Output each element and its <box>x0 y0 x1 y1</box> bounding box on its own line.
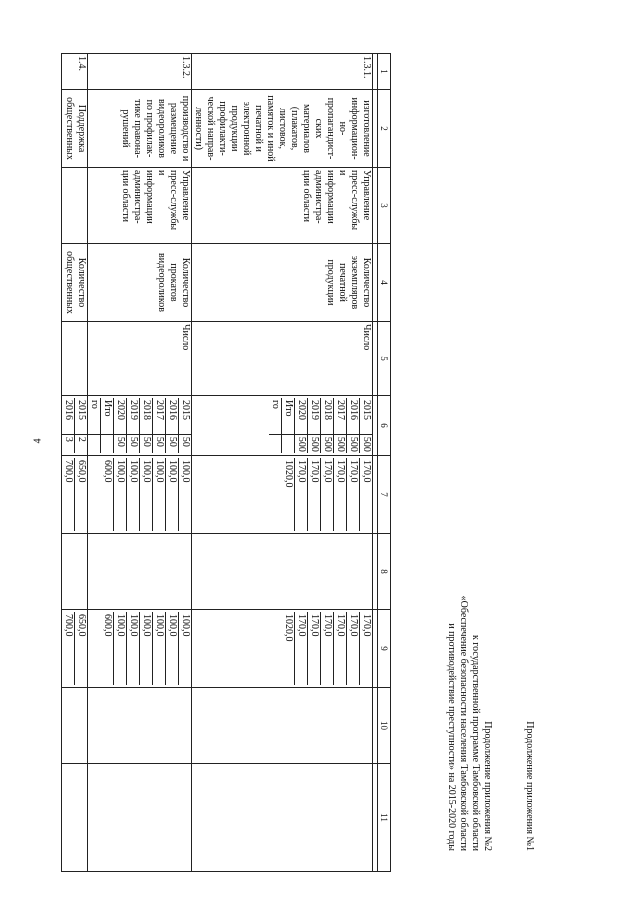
value-row <box>321 458 334 531</box>
indicator-value: 50 <box>140 434 153 453</box>
unit <box>62 322 88 396</box>
year: 2016 <box>62 398 75 434</box>
measure-name: производство и размещение видеороликов по профилак- тике правона- рушений <box>88 90 192 168</box>
indicator-value: 50 <box>153 434 166 453</box>
indicator-value: 50 <box>166 434 179 453</box>
divider-cell <box>373 90 378 168</box>
value-row <box>179 612 192 685</box>
executor <box>62 168 88 244</box>
value-row <box>166 612 179 685</box>
funding-value: 170,0 <box>295 458 308 531</box>
year-row <box>334 398 347 453</box>
divider-cell <box>373 396 378 456</box>
funding-value: 1020,0 <box>283 460 294 488</box>
indicator-name: Количество экземпляров печатной продукции <box>192 244 373 322</box>
local-budget-cell <box>192 688 373 764</box>
funding-value: 170,0 <box>347 612 360 685</box>
year: го <box>88 398 101 434</box>
table-row <box>192 54 373 872</box>
indicator-value <box>101 434 114 453</box>
row-number: 1.4. <box>62 54 88 90</box>
regional-budget-values <box>282 612 372 685</box>
value-row <box>127 458 140 531</box>
indicator-value <box>282 434 295 453</box>
divider-cell <box>373 54 378 90</box>
funding-value: 700,0 <box>63 614 74 637</box>
indicator-value: 500 <box>295 434 308 453</box>
year-row <box>179 398 192 453</box>
row-number: 1.3.1. <box>192 54 373 90</box>
value-row <box>347 612 360 685</box>
column-number: 9 <box>378 610 391 688</box>
funding-value: 100,0 <box>166 612 179 685</box>
funding-value: 100,0 <box>153 458 166 531</box>
year: 2015 <box>75 398 88 434</box>
divider-cell <box>373 322 378 396</box>
value-row <box>153 458 166 531</box>
indicator-value: 50 <box>127 434 140 453</box>
value-row <box>114 612 127 685</box>
column-number: 7 <box>378 456 391 534</box>
column-number: 8 <box>378 534 391 610</box>
indicator-value: 3 <box>63 436 74 442</box>
funding-value: 170,0 <box>360 458 373 531</box>
year: 2018 <box>321 398 334 434</box>
year-row <box>88 398 101 453</box>
column-number: 2 <box>378 90 391 168</box>
year-row <box>114 398 127 453</box>
indicator-value: 500 <box>321 434 334 453</box>
regional-budget-values <box>62 612 87 685</box>
indicator-value <box>269 434 282 453</box>
value-row <box>101 612 114 685</box>
value-row <box>62 612 75 685</box>
indicator-value <box>88 434 101 453</box>
funding-value: 100,0 <box>166 458 179 531</box>
funding-value: 1020,0 <box>283 614 294 642</box>
column-number-row <box>378 54 391 872</box>
regional-budget-cell <box>62 610 88 688</box>
year: 2017 <box>153 398 166 434</box>
unit: Число <box>88 322 192 396</box>
page-number: 4 <box>32 438 44 444</box>
value-row <box>308 458 321 531</box>
funding-value: 100,0 <box>179 612 192 685</box>
value-row <box>101 458 114 531</box>
value-row <box>282 458 295 531</box>
year: 2015 <box>360 398 373 434</box>
indicator-name: Количество общественных <box>62 244 88 322</box>
year: 2020 <box>295 398 308 434</box>
year: го <box>269 398 282 434</box>
value-row <box>166 458 179 531</box>
divider-cell <box>373 534 378 610</box>
value-row <box>334 612 347 685</box>
value-row <box>308 612 321 685</box>
regional-budget-values <box>101 612 191 685</box>
local-budget-cell <box>88 688 192 764</box>
column-number: 11 <box>378 764 391 872</box>
year-row <box>127 398 140 453</box>
appendix-subtitle-1: к государственной программе Тамбовской области <box>470 634 481 851</box>
measure-name: изготовление информацион- но- пропагандист- ских материалов (плакатов, листовок, памяток и иной печатной и электронной продукции профилакти- ческой направ- ленности) <box>192 90 373 168</box>
indicator-value: 50 <box>114 434 127 453</box>
year: 2018 <box>140 398 153 434</box>
year: 2015 <box>179 398 192 434</box>
year-row <box>347 398 360 453</box>
appendix-subtitle-3: и противодействие преступности» на 2015-2020 годы <box>446 623 457 851</box>
column-number: 10 <box>378 688 391 764</box>
column-number: 6 <box>378 396 391 456</box>
funding-value: 600,0 <box>102 614 113 637</box>
year-row <box>308 398 321 453</box>
table-row <box>88 54 192 872</box>
year-row <box>140 398 153 453</box>
value-row <box>321 612 334 685</box>
year-row <box>360 398 373 453</box>
funding-total-values <box>62 458 87 531</box>
year: Ито <box>282 398 295 434</box>
funding-total-cell <box>88 456 192 534</box>
year-row <box>101 398 114 453</box>
rotated-document <box>63 53 535 851</box>
indicator-value: 500 <box>360 434 373 453</box>
value-row <box>153 612 166 685</box>
funding-value: 170,0 <box>295 612 308 685</box>
divider-cell <box>373 456 378 534</box>
funding-total-values <box>282 458 372 531</box>
funding-value: 100,0 <box>140 612 153 685</box>
funding-value: 700,0 <box>63 460 74 483</box>
year: 2019 <box>127 398 140 434</box>
value-row <box>347 458 360 531</box>
extra-budget-cell <box>192 764 373 872</box>
divider-cell <box>373 168 378 244</box>
year-row <box>282 398 295 453</box>
year-row <box>153 398 166 453</box>
indicator-name: Количество прокатов видеороликов <box>88 244 192 322</box>
continuation-note: Продолжение приложения №1 <box>524 721 535 851</box>
extra-budget-cell <box>62 764 88 872</box>
divider-cell <box>373 610 378 688</box>
indicator-value: 500 <box>308 434 321 453</box>
value-row <box>282 612 295 685</box>
funding-value: 170,0 <box>334 612 347 685</box>
federal-budget-cell <box>192 534 373 610</box>
indicator-value: 2 <box>75 434 88 453</box>
funding-value: 100,0 <box>127 458 140 531</box>
funding-total-values <box>101 458 191 531</box>
value-row <box>75 458 88 531</box>
year-row <box>269 398 282 453</box>
funding-value: 650,0 <box>75 612 88 685</box>
year-values-cell <box>88 396 192 456</box>
value-row <box>295 612 308 685</box>
value-row <box>295 458 308 531</box>
funding-value: 100,0 <box>179 458 192 531</box>
divider-cell <box>373 764 378 872</box>
federal-budget-cell <box>88 534 192 610</box>
measure-name: Поддержка общественных <box>62 90 88 168</box>
funding-value: 100,0 <box>140 458 153 531</box>
federal-budget-cell <box>62 534 88 610</box>
value-row <box>179 458 192 531</box>
funding-value: 100,0 <box>153 612 166 685</box>
column-number: 1 <box>378 54 391 90</box>
value-row <box>127 612 140 685</box>
value-row <box>140 612 153 685</box>
funding-value: 170,0 <box>360 612 373 685</box>
funding-value: 100,0 <box>114 458 127 531</box>
year: 2016 <box>347 398 360 434</box>
regional-budget-cell <box>88 610 192 688</box>
indicator-value: 500 <box>334 434 347 453</box>
year-values-cell <box>192 396 373 456</box>
year: 2017 <box>334 398 347 434</box>
value-row <box>140 458 153 531</box>
funding-value: 170,0 <box>308 612 321 685</box>
executor: Управление пресс-службы и информации администра- ции области <box>192 168 373 244</box>
column-number: 5 <box>378 322 391 396</box>
year-row <box>295 398 308 453</box>
year-row <box>166 398 179 453</box>
local-budget-cell <box>62 688 88 764</box>
year-row <box>75 398 88 453</box>
column-number: 4 <box>378 244 391 322</box>
value-row <box>62 458 75 531</box>
year-values-table <box>62 398 87 453</box>
indicator-value: 500 <box>347 434 360 453</box>
year-row <box>321 398 334 453</box>
appendix-title: Продолжение приложения №2 <box>482 721 493 851</box>
header-divider-row <box>373 54 378 872</box>
funding-value: 170,0 <box>321 612 334 685</box>
funding-value: 170,0 <box>321 458 334 531</box>
year-row <box>62 398 75 453</box>
funding-value: 170,0 <box>308 458 321 531</box>
funding-value: 650,0 <box>75 458 88 531</box>
extra-budget-cell <box>88 764 192 872</box>
year: 2020 <box>114 398 127 434</box>
year: 2016 <box>166 398 179 434</box>
value-row <box>334 458 347 531</box>
row-number: 1.3.2. <box>88 54 192 90</box>
table-row <box>62 54 88 872</box>
divider-cell <box>373 688 378 764</box>
indicator-value: 50 <box>179 434 192 453</box>
regional-budget-cell <box>192 610 373 688</box>
program-table <box>61 53 391 872</box>
funding-value: 170,0 <box>347 458 360 531</box>
value-row <box>360 458 373 531</box>
year-values-cell <box>62 396 88 456</box>
column-number: 3 <box>378 168 391 244</box>
year: Ито <box>101 398 114 434</box>
year-values-table <box>88 398 191 453</box>
appendix-subtitle-2: «Обеспечение безопасности населения Тамбовской области <box>458 595 469 851</box>
divider-cell <box>373 244 378 322</box>
funding-total-cell <box>62 456 88 534</box>
year-values-table <box>269 398 372 453</box>
funding-value: 600,0 <box>102 460 113 483</box>
year: 2019 <box>308 398 321 434</box>
executor: Управление пресс-службы и информации администра- ции области <box>88 168 192 244</box>
value-row <box>360 612 373 685</box>
value-row <box>75 612 88 685</box>
funding-value: 100,0 <box>127 612 140 685</box>
funding-value: 170,0 <box>334 458 347 531</box>
funding-total-cell <box>192 456 373 534</box>
value-row <box>114 458 127 531</box>
unit: Число <box>192 322 373 396</box>
funding-value: 100,0 <box>114 612 127 685</box>
